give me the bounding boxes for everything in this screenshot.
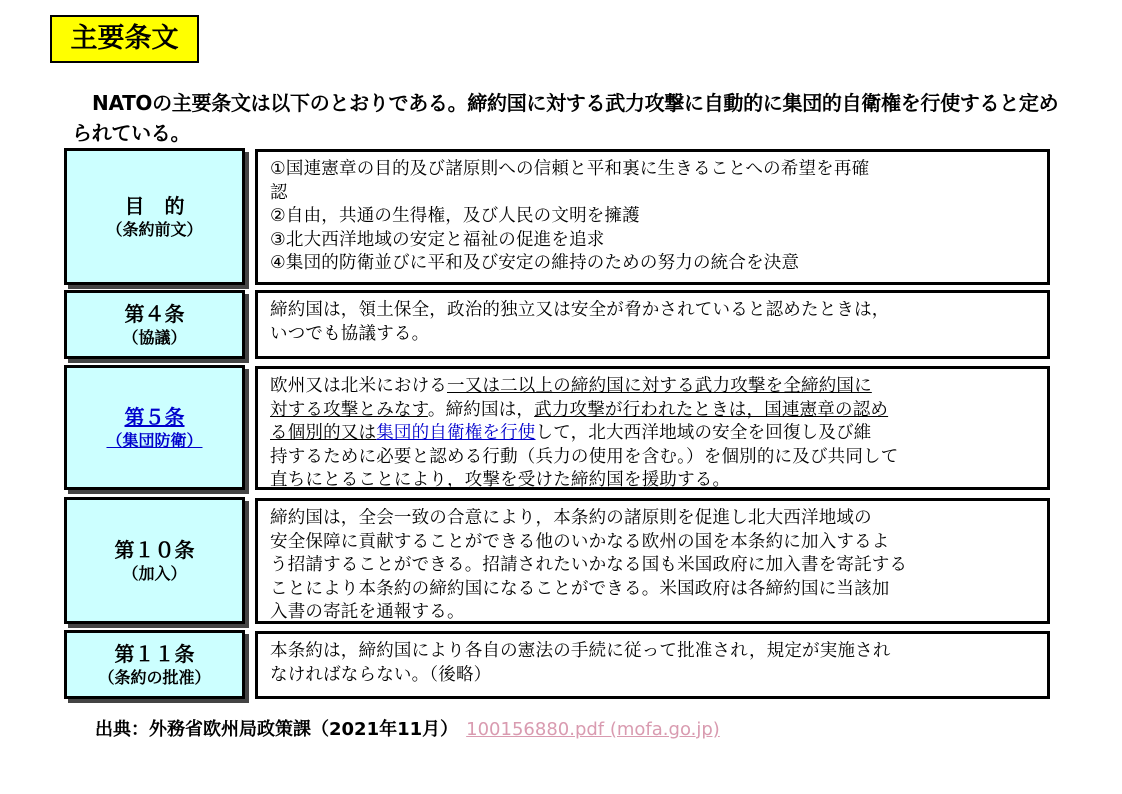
text-segment: 。締約国は， — [427, 399, 535, 420]
text-segment: して，北大西洋地域の安全を回復し及び維 — [535, 423, 872, 443]
page-title: 主要条文 — [50, 15, 199, 63]
source-citation — [95, 716, 720, 744]
content-line: ③北大西洋地域の安定と福祉の促進を追求 — [270, 229, 605, 250]
content-line: ④集団的防衛並びに平和及び安定の維持のための努力の統合を決意 — [270, 253, 800, 273]
article-label-11 — [64, 630, 245, 699]
article-title: 第１０条 — [114, 537, 195, 562]
article-content-11 — [255, 631, 1050, 699]
content-line: 本条約は，締約国により各自の憲法の手続に従って批准され，規定が実施され — [270, 641, 891, 661]
article-subtitle: （協議） — [122, 327, 187, 347]
article-title-link[interactable]: 第５条 — [124, 404, 185, 429]
article-subtitle: （条約の批准） — [98, 667, 211, 687]
collective-self-defense-link[interactable]: 集団的自衛権を行使 — [376, 423, 536, 443]
content-line: 締約国は，領土保全，政治的独立又は安全が脅かされていると認めたときは， — [270, 300, 890, 320]
content-line: いつでも協議する。 — [270, 323, 430, 344]
content-line: ②自由，共通の生得権，及び人民の文明を擁護 — [270, 206, 640, 226]
content-line: 直ちにとることにより，攻撃を受けた締約国を援助する。 — [270, 470, 731, 490]
content-line: 安全保障に貢献することができる他のいかなる欧州の国を本条約に加入するよ — [270, 531, 890, 552]
article-title: 目 的 — [124, 193, 185, 218]
article-title: 第４条 — [124, 301, 185, 326]
content-line — [270, 375, 1035, 399]
article-label-5[interactable] — [64, 365, 245, 490]
intro-paragraph: NATOの主要条文は以下のとおりである。締約国に対する武力攻撃に自動的に集団的自衛権を行使すると定められている。 — [72, 91, 1059, 145]
content-line — [270, 422, 1035, 446]
content-line: う招請することができる。招請されたいかなる国も米国政府に加入書を寄託する — [270, 555, 908, 575]
article-subtitle: （条約前文） — [106, 219, 203, 239]
article-subtitle-link[interactable]: （集団防衛） — [106, 430, 203, 450]
content-line: ことにより本条約の締約国になることができる。米国政府は各締約国に当該加 — [270, 578, 890, 599]
content-line: 締約国は，全会一致の合意により，本条約の諸原則を促進し北大西洋地域の — [270, 508, 872, 528]
article-title: 第１１条 — [114, 641, 195, 666]
article-content-10 — [255, 498, 1050, 624]
content-line: 入書の寄託を通報する。 — [270, 602, 465, 622]
content-line: 持するために必要と認める行動（兵力の使用を含む。）を個別的に及び共同して — [270, 446, 899, 467]
underlined-text: 武力攻撃が行われたときは，国連憲章の認め — [534, 399, 889, 420]
content-line: なければならない。（後略） — [270, 664, 492, 685]
article-subtitle: （加入） — [122, 563, 187, 583]
article-content-5 — [255, 366, 1050, 490]
article-label-purpose — [64, 148, 245, 285]
underlined-text: 対する攻撃とみなす — [270, 399, 428, 420]
content-line: ①国連憲章の目的及び諸原則への信頼と平和裏に生きることへの希望を再確 — [270, 159, 870, 179]
underlined-text: 一又は二以上の締約国に対する武力攻撃を全締約国に — [447, 376, 872, 396]
article-content-4 — [255, 290, 1050, 359]
underlined-text: る個別的又は — [270, 423, 377, 443]
text-segment: 欧州又は北米における — [270, 376, 447, 396]
source-label: 出典：外務省欧州局政策課（2021年11月） — [95, 719, 459, 740]
article-label-10 — [64, 497, 245, 624]
content-line: 認 — [270, 182, 288, 203]
article-label-4 — [64, 290, 245, 359]
article-content-purpose — [255, 149, 1050, 285]
source-link[interactable]: 100156880.pdf (mofa.go.jp) — [466, 719, 720, 740]
content-line — [270, 399, 1035, 423]
